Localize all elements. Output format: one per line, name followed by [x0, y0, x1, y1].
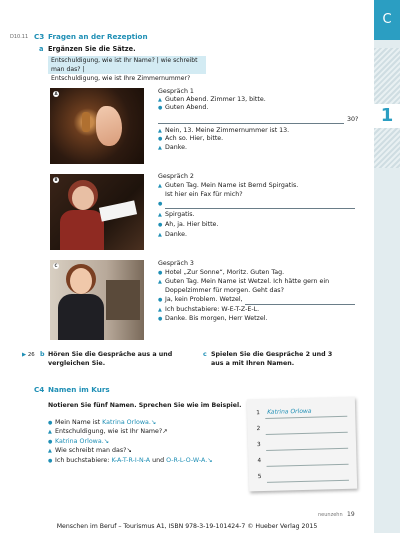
- exercise-c-letter: c: [203, 351, 207, 358]
- dialog1-line: ▲ Nein, 13. Meine Zimmernummer ist 13.: [158, 127, 290, 134]
- dialog2-line: ● Ah, ja. Hier bitte.: [158, 221, 219, 228]
- page-label: neunzehn: [318, 512, 343, 518]
- speaker-triangle-icon: ▲: [158, 128, 162, 134]
- speaker-triangle-icon: ▲: [158, 212, 162, 218]
- dialog1-line: ● Ach so. Hier, bitte.: [158, 135, 224, 142]
- dialog3-line: ● Hotel „Zur Sonne“, Moritz. Guten Tag.: [158, 269, 285, 276]
- task-instruction: Ergänzen Sie die Sätze.: [48, 45, 136, 53]
- task-letter: a: [39, 45, 44, 53]
- speaker-dot-icon: ●: [158, 297, 163, 303]
- section-number: C3: [34, 32, 45, 41]
- speaker-triangle-icon: ▲: [158, 232, 162, 238]
- page-number: 19: [347, 511, 355, 518]
- note-entry-number: 2: [256, 426, 261, 433]
- name-note-card: [247, 397, 357, 492]
- dialog3-line: ▲ Ich buchstabiere: W-E-T-Z-E-L.: [158, 306, 260, 313]
- photo-fax-delivery: [50, 174, 144, 250]
- c4-dialog-line: ● Ich buchstabiere: K-A-T-R-I-N-A und O-R-L-O-W-A.↘: [48, 457, 213, 464]
- dialog2-title: Gespräch 2: [158, 173, 194, 180]
- c4-title: Namen im Kurs: [48, 385, 110, 394]
- dialog2-line: [158, 200, 165, 208]
- note-entry-number: 5: [257, 474, 262, 481]
- dialog1-title: Gespräch 1: [158, 88, 194, 95]
- dialog1-line: 30?: [347, 116, 359, 123]
- speaker-triangle-icon: ▲: [158, 97, 162, 103]
- speaker-dot-icon: ●: [158, 105, 163, 111]
- speaker-dot-icon: ●: [158, 201, 163, 207]
- dialog1-line: ▲ Guten Abend. Zimmer 13, bitte.: [158, 96, 266, 103]
- speaker-dot-icon: ●: [158, 222, 163, 228]
- track-code: D10.11: [10, 34, 29, 40]
- hint-box: [48, 56, 206, 82]
- dialog2-line: ▲ Danke.: [158, 231, 187, 238]
- dialog3-line: ● Ja, kein Problem. Wetzel,: [158, 296, 243, 303]
- note-line[interactable]: [267, 480, 349, 483]
- speaker-dot-icon: ●: [158, 316, 163, 322]
- dialog2-line: Ist hier ein Fax für mich?: [165, 191, 243, 198]
- answer-blank[interactable]: [158, 123, 344, 124]
- note-entry-number: 4: [257, 458, 262, 465]
- dialog1-line: ▲ Danke.: [158, 144, 187, 151]
- speaker-triangle-icon: ▲: [158, 307, 162, 313]
- c4-dialog-line: ● Katrina Orlowa.↘: [48, 438, 109, 445]
- hint-line-1: Entschuldigung, wie ist Ihr Name? | wie schreibt man das? |: [51, 57, 198, 73]
- c4-instruction: Notieren Sie fünf Namen. Sprechen Sie wie im Beispiel.: [48, 402, 242, 409]
- note-example-name: Katrina Orlowa: [267, 407, 312, 416]
- c4-dialog-line: ▲ Wie schreibt man das?↘: [48, 447, 132, 454]
- speaker-dot-icon: ●: [158, 270, 163, 276]
- note-line[interactable]: [265, 416, 347, 419]
- speaker-triangle-icon: ▲: [158, 183, 162, 189]
- dialog3-title: Gespräch 3: [158, 260, 194, 267]
- dialog2-line: ▲ Spirgatis.: [158, 211, 195, 218]
- play-icon: ▶: [22, 352, 27, 358]
- section-title: Fragen an der Rezeption: [48, 32, 148, 41]
- answer-blank[interactable]: [245, 304, 355, 305]
- photo-badge-c: C: [54, 263, 58, 268]
- note-line[interactable]: [266, 448, 348, 451]
- hint-line-2: Entschuldigung, wie ist Ihre Zimmernummer?: [51, 75, 191, 82]
- dialog3-line: ● Danke. Bis morgen, Herr Wetzel.: [158, 315, 268, 322]
- photo-badge-a: A: [54, 91, 58, 96]
- speaker-dot-icon: ●: [158, 136, 163, 142]
- speaker-dot-icon: ●: [48, 439, 53, 445]
- note-entry-number: 1: [256, 410, 260, 417]
- exercise-c-text: Spielen Sie die Gespräche 2 und 3 aus a mit Ihren Namen.: [211, 351, 333, 367]
- speaker-triangle-icon: ▲: [48, 448, 52, 454]
- c4-dialog-line: ▲ Entschuldigung, wie ist Ihr Name?↗: [48, 428, 168, 435]
- photo-key-handover: [50, 88, 144, 164]
- exercise-b-text: Hören Sie die Gespräche aus a und vergleichen Sie.: [48, 351, 173, 367]
- answer-blank[interactable]: [165, 208, 355, 209]
- speaker-triangle-icon: ▲: [158, 145, 162, 151]
- c4-dialog-line: ● Mein Name ist Katrina Orlowa.↘: [48, 419, 157, 426]
- chapter-number: 1: [374, 104, 400, 128]
- note-entry-number: 3: [256, 442, 261, 449]
- dialog2-line: ▲ Guten Tag. Mein Name ist Bernd Spirgatis.: [158, 182, 299, 189]
- dialog1-line: ● Guten Abend.: [158, 104, 209, 111]
- speaker-triangle-icon: ▲: [48, 429, 52, 435]
- note-line[interactable]: [266, 432, 348, 435]
- section-letter-tab: C: [374, 0, 400, 40]
- speaker-dot-icon: ●: [48, 420, 53, 426]
- audio-track[interactable]: ▶ 26: [22, 352, 35, 358]
- speaker-triangle-icon: ▲: [158, 279, 162, 285]
- note-line[interactable]: [267, 464, 349, 467]
- photo-receptionist-phone: [50, 260, 144, 340]
- dialog3-line: ▲ Guten Tag. Mein Name ist Wetzel. Ich hätte gern ein: [158, 278, 330, 285]
- exercise-b-letter: b: [40, 351, 45, 358]
- footer-copyright: Menschen im Beruf – Tourismus A1, ISBN 978-3-19-101424-7 © Hueber Verlag 2015: [56, 523, 318, 530]
- dialog3-line: Doppelzimmer für morgen. Geht das?: [165, 287, 284, 294]
- c4-number: C4: [34, 385, 45, 394]
- photo-badge-b: B: [54, 177, 58, 182]
- speaker-dot-icon: ●: [48, 458, 53, 464]
